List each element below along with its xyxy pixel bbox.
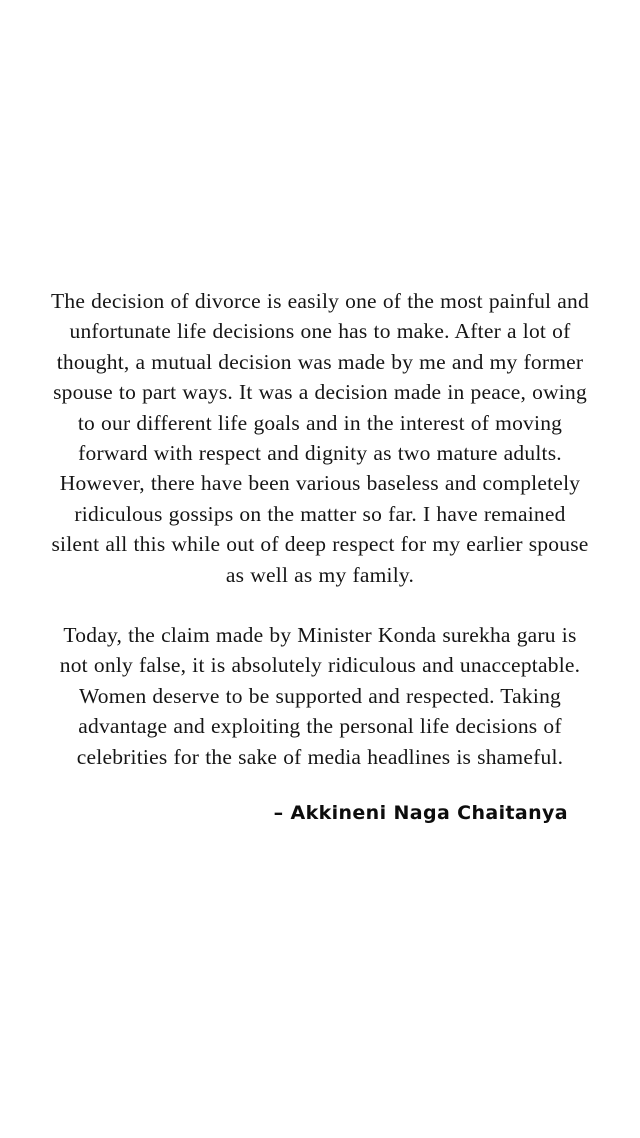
statement-signature: – Akkineni Naga Chaitanya: [273, 802, 568, 825]
statement-paragraph-2: Today, the claim made by Minister Konda surekha garu is not only false, it is absolutely ridiculous and unacceptable. Women deserve to be supported and respected. Taking advantage and exploiting the personal life decisions of celebrities for the sake of media headlines is shameful.: [59, 623, 581, 769]
paragraph-spacer: [50, 590, 590, 620]
statement-paragraph-1: The decision of divorce is easily one of the most painful and unfortunate life decisions one has to make. After a lot of thought, a mutual decision was made by me and my former spouse to part ways. It was a decision made in peace, owing to our different life goals and in the interest of moving forward with respect and dignity as two mature adults. However, there have been various baseless and completely ridiculous gossips on the matter so far. I have remained silent all this while out of deep respect for my earlier spouse as well as my family.: [51, 288, 589, 587]
statement-body: [50, 286, 590, 852]
